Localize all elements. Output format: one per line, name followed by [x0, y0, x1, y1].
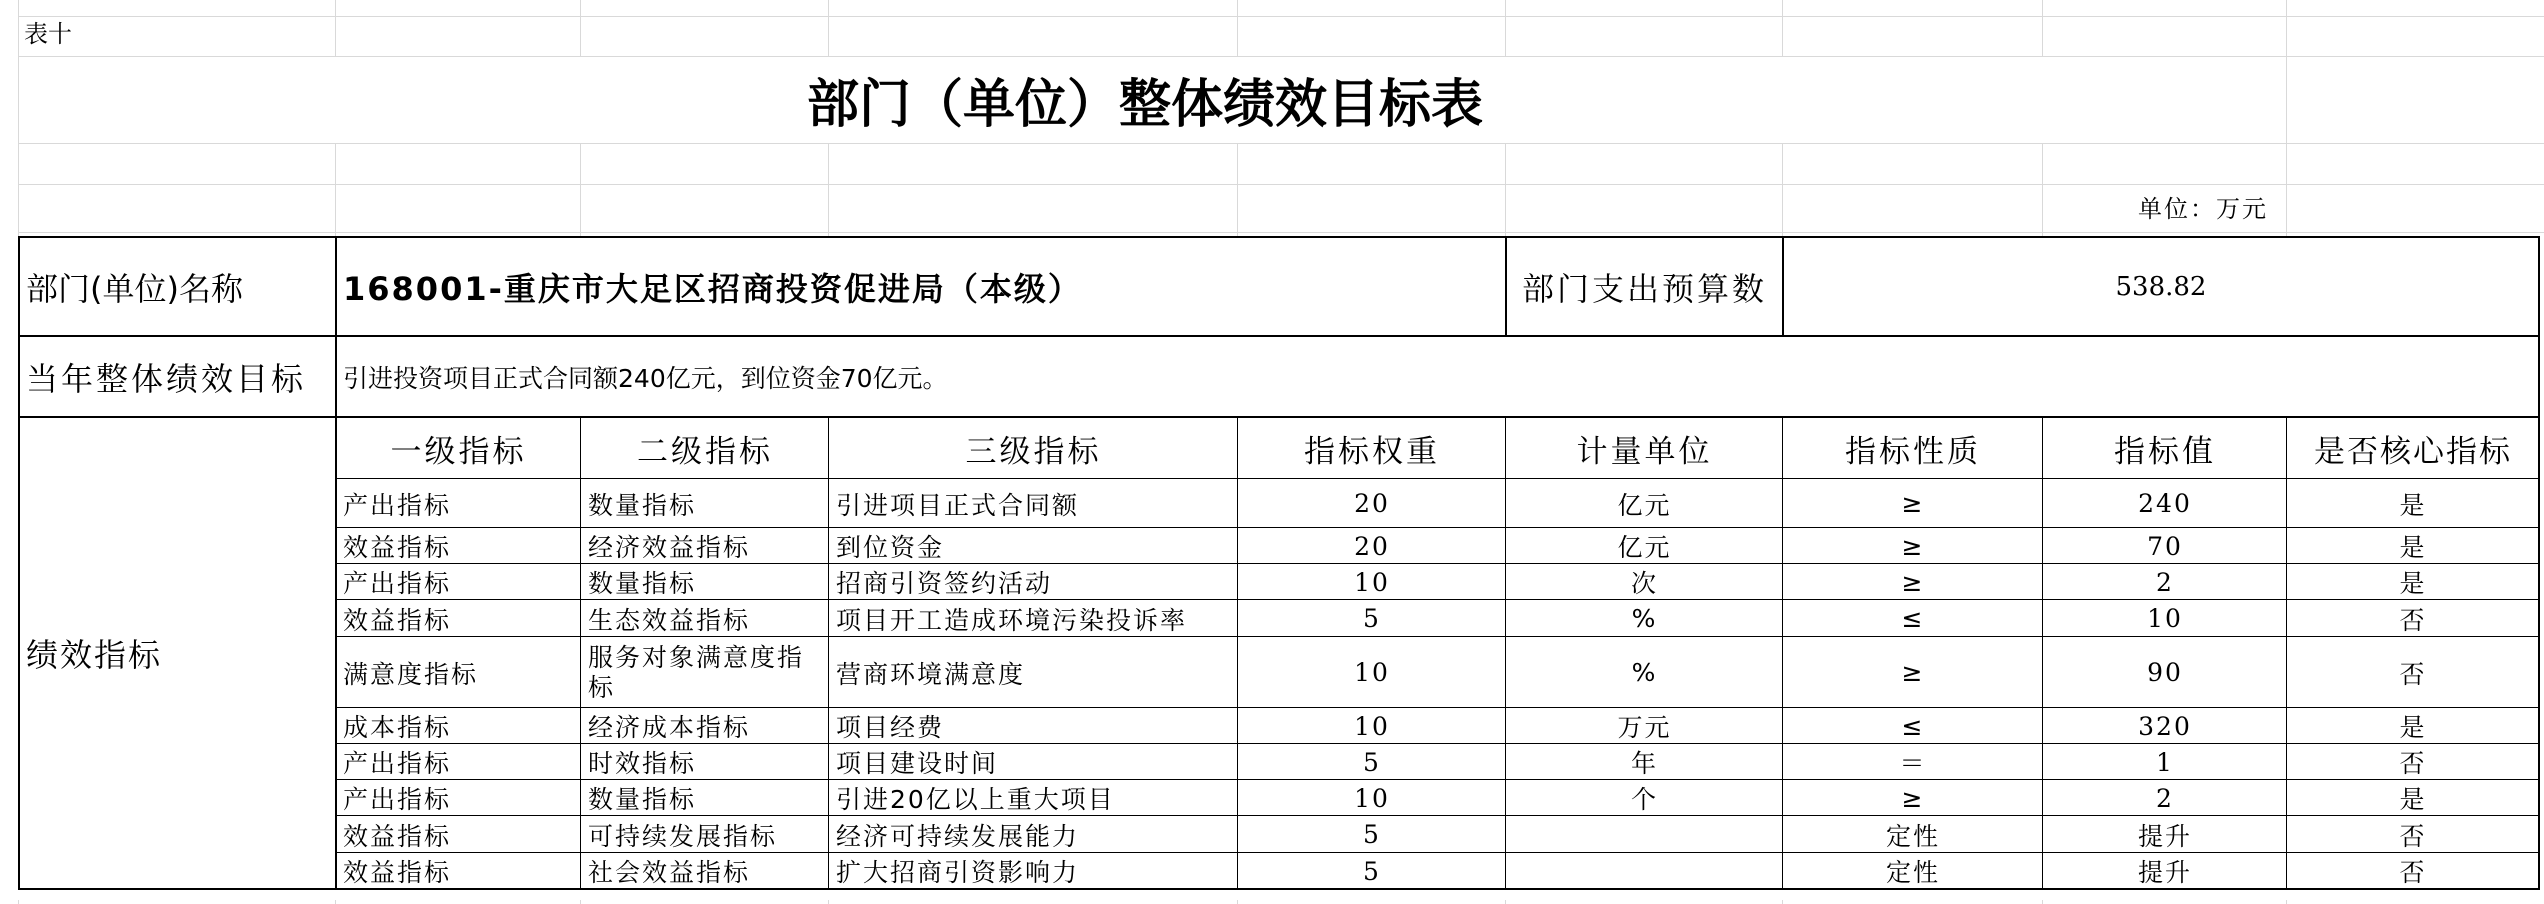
grid-line	[18, 143, 2544, 144]
cell-nature: ＝	[1899, 749, 1927, 778]
dept-name-label: 部门(单位)名称	[26, 269, 243, 308]
cell-level1: 产出指标	[343, 490, 452, 520]
cell-core: 否	[2399, 659, 2427, 689]
cell-value: 320	[2138, 711, 2192, 741]
budget-value: 538.82	[2115, 271, 2207, 302]
cell-level2: 数量指标	[588, 785, 697, 814]
cell-weight: 10	[1354, 711, 1390, 741]
cell-core: 否	[2399, 605, 2427, 635]
perf-indicators-label: 绩效指标	[26, 636, 163, 674]
cell-level2: 数量指标	[588, 490, 697, 520]
cell-level1: 效益指标	[343, 533, 452, 562]
cell-level2: 经济成本指标	[588, 713, 751, 742]
cell-unit: %	[1631, 604, 1658, 633]
cell-level1: 满意度指标	[343, 659, 479, 689]
cell-unit: 年	[1630, 749, 1658, 778]
grid-line	[18, 184, 2544, 185]
cell-unit: 万元	[1617, 713, 1672, 742]
cell-core: 否	[2399, 749, 2427, 778]
cell-weight: 20	[1354, 489, 1390, 518]
cell-level1: 成本指标	[343, 713, 452, 742]
header-core: 是否核心指标	[2314, 433, 2512, 470]
cell-weight: 5	[1363, 856, 1381, 886]
cell-value: 240	[2138, 489, 2192, 518]
cell-level1: 产出指标	[343, 749, 452, 778]
cell-nature: ≥	[1901, 783, 1925, 813]
unit-label: 单位：万元	[2138, 195, 2268, 223]
cell-nature: ≥	[1901, 567, 1925, 597]
cell-unit	[1507, 817, 1782, 852]
cell-level3: 营商环境满意度	[836, 659, 1026, 689]
cell-nature: 定性	[1885, 821, 1940, 851]
header-unit: 计量单位	[1576, 433, 1713, 470]
cell-level2: 服务对象满意度指标	[588, 642, 805, 702]
cell-level2: 可持续发展指标	[588, 821, 778, 851]
cell-weight: 5	[1363, 604, 1381, 633]
cell-value: 2	[2156, 567, 2174, 597]
cell-level3: 扩大招商引资影响力	[836, 858, 1080, 887]
cell-core: 否	[2399, 821, 2427, 851]
cell-level1: 效益指标	[343, 858, 452, 887]
cell-unit: 亿元	[1617, 490, 1672, 520]
cell-value: 90	[2147, 658, 2183, 687]
cell-core: 是	[2399, 569, 2427, 598]
cell-value: 提升	[2137, 821, 2192, 851]
cell-nature: 定性	[1885, 858, 1940, 887]
cell-level2: 数量指标	[588, 569, 697, 598]
cell-nature: ≥	[1901, 658, 1925, 687]
annual-goal-label: 当年整体绩效目标	[26, 359, 307, 398]
cell-core: 是	[2399, 490, 2427, 520]
cell-nature: ≥	[1901, 489, 1925, 518]
cell-core: 是	[2399, 713, 2427, 742]
cell-level3: 引进项目正式合同额	[836, 490, 1080, 520]
header-weight: 指标权重	[1304, 433, 1440, 470]
cell-level3: 招商引资签约活动	[836, 569, 1053, 598]
cell-weight: 10	[1354, 783, 1390, 813]
page-title: 部门（单位）整体绩效目标表	[806, 75, 1483, 135]
cell-nature: ≤	[1901, 711, 1925, 741]
header-level2: 二级指标	[637, 433, 773, 470]
cell-core: 否	[2399, 858, 2427, 887]
grid-line	[18, 232, 2544, 233]
cell-value: 70	[2147, 531, 2183, 561]
header-level1: 一级指标	[390, 433, 527, 470]
cell-level2: 社会效益指标	[588, 858, 751, 887]
cell-unit: 亿元	[1617, 533, 1672, 562]
sheet-label: 表十	[24, 20, 72, 48]
cell-level3: 到位资金	[836, 533, 945, 562]
cell-level3: 经济可持续发展能力	[836, 821, 1080, 851]
cell-level1: 产出指标	[343, 785, 452, 814]
dept-name-value: 168001-重庆市大足区招商投资促进局（本级）	[343, 269, 1082, 308]
cell-unit: %	[1631, 658, 1658, 687]
cell-nature: ≥	[1901, 531, 1925, 561]
header-level3: 三级指标	[965, 433, 1102, 470]
budget-label: 部门支出预算数	[1521, 269, 1767, 308]
cell-weight: 20	[1354, 531, 1390, 561]
cell-nature: ≤	[1901, 604, 1925, 633]
cell-level3: 引进20亿以上重大项目	[836, 785, 1115, 814]
cell-value: 1	[2156, 747, 2174, 777]
cell-weight: 5	[1363, 820, 1381, 849]
cell-unit: 次	[1630, 569, 1658, 598]
header-nature: 指标性质	[1845, 433, 1981, 470]
cell-weight: 5	[1363, 747, 1381, 777]
annual-goal-value: 引进投资项目正式合同额240亿元，到位资金70亿元。	[343, 363, 948, 393]
header-value: 指标值	[2114, 433, 2216, 470]
cell-level2: 时效指标	[588, 749, 697, 778]
cell-level3: 项目经费	[836, 713, 945, 742]
cell-value: 10	[2147, 604, 2183, 633]
cell-core: 是	[2399, 533, 2427, 562]
cell-core: 是	[2399, 785, 2427, 814]
cell-weight: 10	[1354, 567, 1390, 597]
cell-level1: 效益指标	[343, 821, 452, 851]
cell-level1: 效益指标	[343, 605, 452, 635]
cell-weight: 10	[1354, 658, 1390, 687]
cell-level3: 项目开工造成环境污染投诉率	[836, 605, 1188, 635]
cell-level1: 产出指标	[343, 569, 452, 598]
cell-level2: 生态效益指标	[588, 605, 751, 635]
cell-value: 2	[2156, 783, 2174, 813]
cell-level2: 经济效益指标	[588, 533, 751, 562]
cell-unit	[1507, 854, 1782, 888]
cell-unit: 个	[1630, 785, 1658, 814]
grid-line	[18, 16, 2544, 17]
cell-level3: 项目建设时间	[836, 749, 999, 778]
cell-value: 提升	[2137, 858, 2192, 887]
